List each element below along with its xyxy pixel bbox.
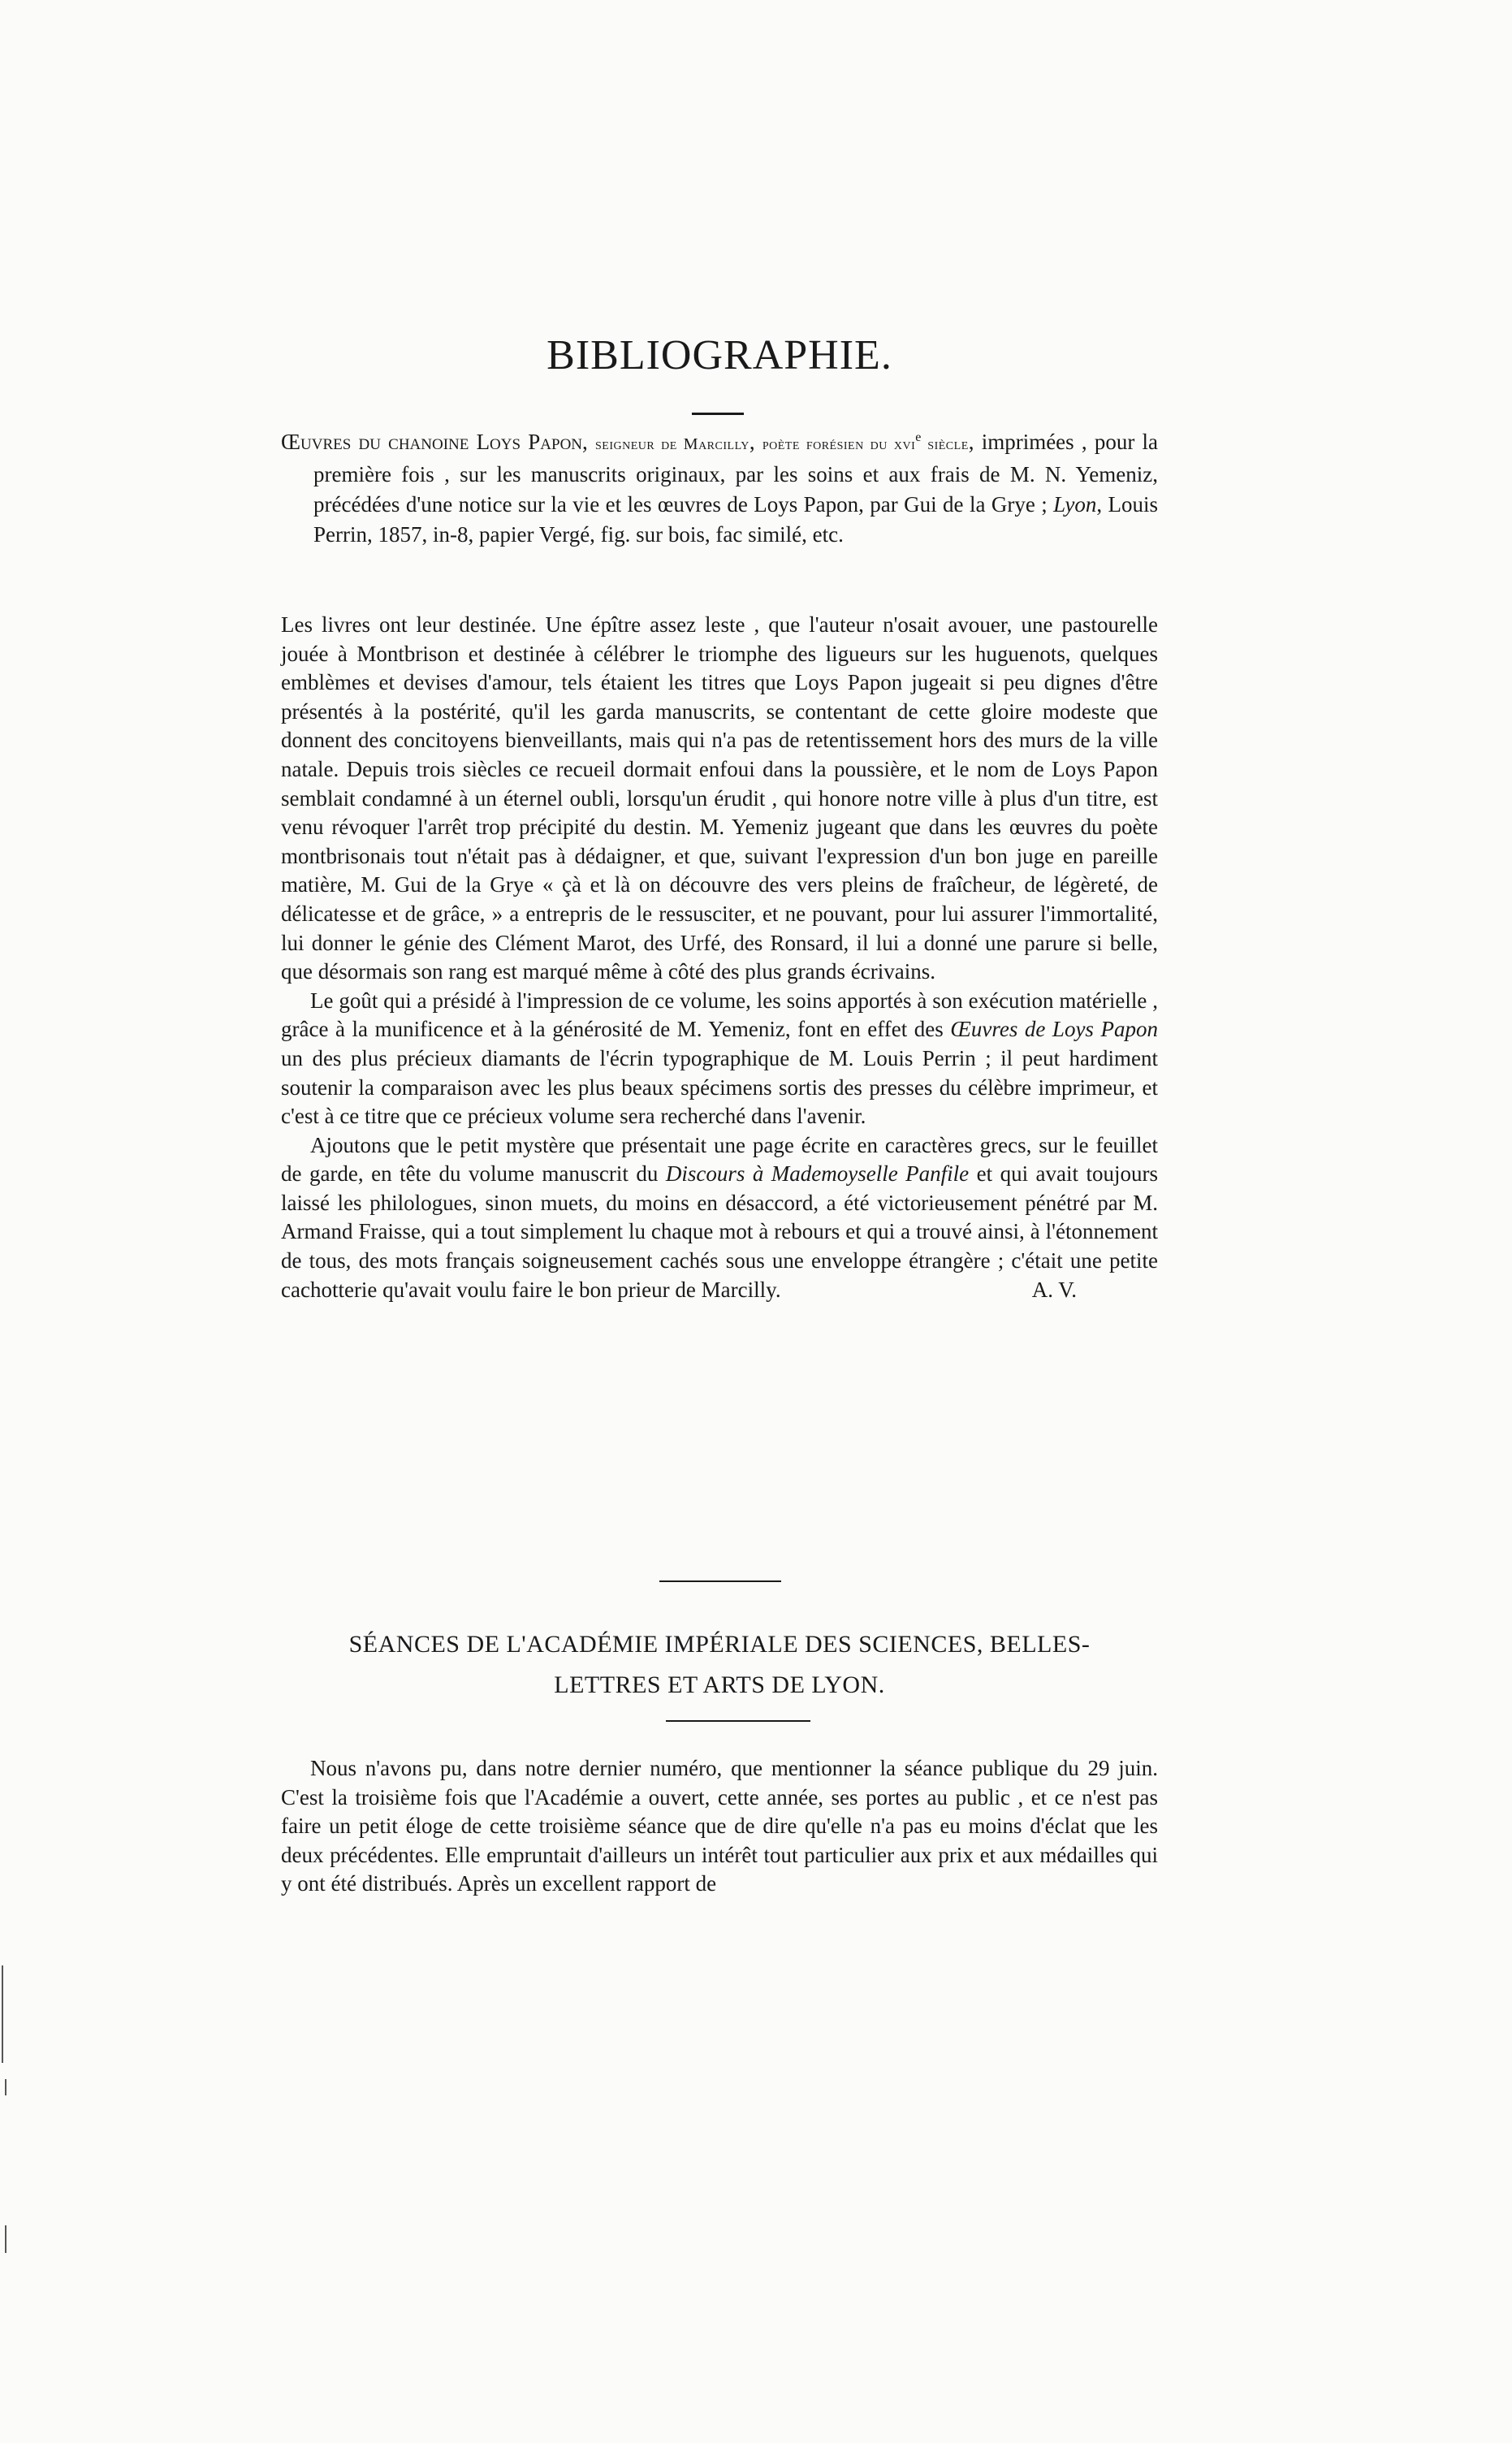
entry-superscript: e <box>915 430 922 444</box>
entry-century: siècle <box>921 435 969 453</box>
margin-mark <box>5 2079 6 2095</box>
entry-seigneur: seigneur de Marcilly <box>595 435 750 453</box>
entry-separator: , <box>749 430 762 454</box>
margin-mark <box>2 1965 3 2063</box>
review-paragraph-2 <box>281 987 1158 1131</box>
section-title <box>281 1624 1158 1706</box>
review-p2-start: Le goût qui a présidé à l'impression de ce volume, les soins apportés à son exécution matérielle , grâce à la munificence et à la générosité de M. Yemeniz, font en effet des <box>281 988 1158 1042</box>
section-body <box>281 1754 1158 1899</box>
review-book-title: Œuvres de Loys Papon <box>950 1017 1158 1042</box>
section-title-line-1: SÉANCES DE L'ACADÉMIE IMPÉRIALE DES SCIENCES, BELLES- <box>348 1631 1091 1658</box>
review-manuscript-title: Discours à Mademoyselle Panfile <box>665 1161 970 1187</box>
page-title: BIBLIOGRAPHIE. <box>546 332 892 378</box>
entry-author: Œuvres du chanoine Loys Papon <box>281 430 583 454</box>
review-paragraph-1: Les livres ont leur destinée. Une épître assez leste , que l'auteur n'osait avouer, une pastourelle jouée à Montbrison et destinée à célébrer le triomphe des ligueurs sur les huguenots, quelques emblèmes et devises d'amour, tels étaient les titres que Loys Papon jugeait si peu dignes d'être présentés à la postérité, qu'il les garda manuscrits, se contentant de cette gloire modeste que donnent des concitoyens bienveillants, mais qui n'a pas de retentissement hors des murs de la ville natale. Depuis trois siècles ce recueil dormait enfoui dans la poussière, et le nom de Loys Papon semblait condamné à un éternel oubli, lorsqu'un érudit , qui honore notre ville à plus d'un titre, est venu révoquer l'arrêt trop précipité du destin. M. Yemeniz jugeant que dans les œuvres du poète montbrisonais tout n'était pas à dédaigner, et que, suivant l'expression d'un bon juge en pareille matière, M. Gui de la Grye « çà et là on découvre des vers pleins de fraîcheur, de légèreté, de délicatesse et de grâce, » a entrepris de le ressusciter, et ne pouvant, pour lui assurer l'immortalité, lui donner le génie des Clément Marot, des Urfé, des Ronsard, il lui a donné une parure si belle, que désormais son rang est marqué même à côté des plus grands écrivains. <box>281 612 1158 984</box>
review-text <box>281 611 1158 1304</box>
section-title-line-2: LETTRES ET ARTS DE LYON. <box>554 1671 885 1698</box>
entry-publisher: , Louis Perrin, 1857, in-8, papier Vergé, fig. sur bois, fac similé, etc. <box>313 492 1158 547</box>
bibliographic-entry <box>281 422 1158 550</box>
margin-mark <box>5 2225 6 2253</box>
section-divider <box>659 1580 781 1582</box>
review-p3-start: Ajoutons que le petit mystère que présentait une page écrite en caractères grecs, sur le feuillet de garde, en tête du volume manuscrit du <box>281 1132 1158 1187</box>
review-signature: A. V. <box>1031 1277 1077 1302</box>
review-p2-end: un des plus précieux diamants de l'écrin typographique de M. Louis Perrin ; il peut hardiment soutenir la comparaison avec les plus beaux spécimens sortis des presses du célèbre imprimeur, et c'est à ce titre que ce précieux volume sera recherché dans l'avenir. <box>281 1045 1158 1129</box>
entry-city: Lyon <box>1053 492 1097 517</box>
section-title-rule <box>666 1720 810 1722</box>
title-rule <box>692 413 744 415</box>
section-paragraph-1: Nous n'avons pu, dans notre dernier numéro, que mentionner la séance publique du 29 juin. C'est la troisième fois que l'Académie a ouvert, cette année, ses portes au public , et ce n'est pas faire un petit éloge de cette troisième séance que de dire qu'elle n'a pas eu moins d'éclat que les deux précédentes. Elle empruntait d'ailleurs un intérêt tout particulier aux prix et aux médailles qui y ont été distribués. Après un excellent rapport de <box>281 1756 1158 1896</box>
entry-qualifier: poète forésien du xvi <box>762 435 916 453</box>
entry-description: , imprimées , pour la première fois , sur les manuscrits originaux, par les soins et aux frais de M. N. Yemeniz, précédées d'une notice sur la vie et les œuvres de Loys Papon, par Gui de la Grye ; <box>313 430 1159 517</box>
entry-separator: , <box>582 430 595 454</box>
review-paragraph-3 <box>281 1131 1158 1305</box>
review-p3-end: et qui avait toujours laissé les philologues, sinon muets, du moins en désaccord, a été victorieusement pénétré par M. Armand Fraisse, qui a tout simplement lu chaque mot à rebours et qui a trouvé ainsi, à l'étonnement de tous, des mots français soigneusement cachés sous une enveloppe étrangère ; c'était une petite cachotterie qu'avait voulu faire le bon prieur de Marcilly. <box>281 1161 1158 1302</box>
